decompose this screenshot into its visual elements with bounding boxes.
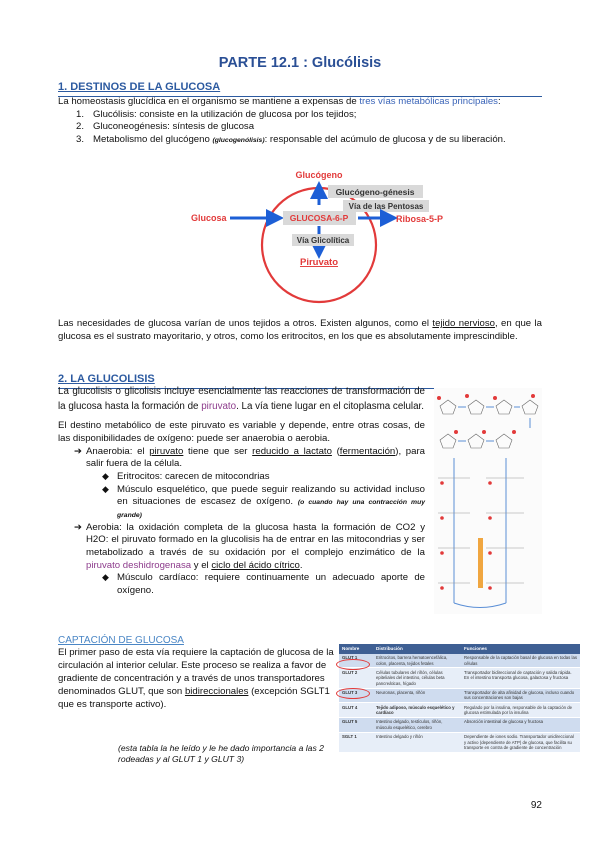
list-item: 1. Glucólisis: consiste en la utilización de glucosa por los tejidos; xyxy=(76,108,357,120)
table-row: GLUT 1 Eritrocitos, barrera hematoencefálica, colon, placenta, tejidos fetales Responsable de la captación basal de glucosa en todas las células xyxy=(339,654,580,668)
table-row: GLUT 5 Intestino delgado, testículos, riñón, músculo esquelético, cerebro Absorción intestinal de glucosa y fructosa xyxy=(339,717,580,732)
via-glicolitica-label: Vía Glicolítica xyxy=(296,236,350,245)
glucogeno-genesis-label: Glucógeno-génesis xyxy=(335,187,415,197)
column-header: Funciones xyxy=(461,644,580,654)
column-header: Nombre xyxy=(339,644,373,654)
musculo-cardiaco-item: ◆ Músculo cardíaco: requiere continuamente un adecuado aporte de oxígeno. xyxy=(102,572,425,596)
table-row: GLUT 4 Tejido adiposo, músculo esquelético y cardíaco Regulado por la insulina, responsable de la captación de glucosa estimulada por la insulina xyxy=(339,703,580,718)
via-pentosas-label: Vía de las Pentosas xyxy=(348,202,424,211)
glucosa-label: Glucosa xyxy=(191,213,227,223)
piruvato-destino: El destino metabólico de este piruvato es variable y depende, entre otras cosas, de las disponibilidades de oxígeno: puede ser anaerobia o aerobia. xyxy=(58,420,425,445)
aerobia-item: ➔ Aerobia: la oxidación completa de la glucosa hasta la formación de CO2 y H2O: el piruvato formado en la glucolisis ha de entrar en las mitocondrias y ser metabolizado a través de su oxidación por el complejo enzimático de la piruvato deshidrogenasa y el ciclo del ácido cítrico. xyxy=(74,521,425,571)
section1-intro-block xyxy=(58,96,548,147)
metabolic-pathways-diagram xyxy=(180,165,480,305)
table-header-row xyxy=(339,644,580,654)
glucogeno-label: Glucógeno xyxy=(295,170,343,180)
destinos-list xyxy=(58,109,548,147)
intro-paragraph: La homeostasis glucídica en el organismo se mantiene a expensas de tres vías metabólicas principales: xyxy=(58,96,501,107)
eritrocitos-item: ◆ Eritrocitos: carecen de mitocondrias xyxy=(102,471,270,482)
glut-table xyxy=(339,644,580,753)
captacion-heading: CAPTACIÓN DE GLUCOSA xyxy=(58,635,184,646)
list-item: 3. Metabolismo del glucógeno (glucogenólisis): responsable del acúmulo de glucosa y de su liberación. xyxy=(76,133,506,145)
column-header: Distribución xyxy=(373,644,461,654)
glucosa6p-label: GLUCOSA-6-P xyxy=(289,213,349,223)
glut2-highlight-oval xyxy=(336,659,370,670)
ribosa5p-label: Ribosa-5-P xyxy=(396,214,444,224)
section-heading-glucolisis: 2. LA GLUCOLISIS xyxy=(58,372,542,389)
tissue-needs-paragraph: Las necesidades de glucosa varían de unos tejidos a otros. Existen algunos, como el tejido nervioso, en que la glucosa es el sustrato mayoritario, y otros, como los eritrocitos, en los que es absolutamente imprescindible. xyxy=(58,318,542,342)
captacion-paragraph: El primer paso de esta vía requiere la captación de glucosa de la circulación al interior celular. Este proceso se realiza a favor de gradiente de concentración y a través de unos transportadores denominados GLUT, que son bidireccionales (excepción SGLT1 que es transporte activo). xyxy=(58,647,334,710)
section-heading-destinos: 1. DESTINOS DE LA GLUCOSA xyxy=(58,80,542,97)
intro-highlight: tres vías metabólicas principales xyxy=(359,96,498,107)
glut-table-wrapper xyxy=(339,644,580,753)
glut4-highlight-oval xyxy=(336,688,370,699)
table-row: GLUT 3 Neuronas, placenta, riñón Transportador de alta afinidad de glucosa, incluso cuando sus concentraciones son bajas xyxy=(339,688,580,703)
list-item: 2. Gluconeogénesis: síntesis de glucosa xyxy=(76,121,255,133)
table-row: GLUT 2 Células tubulares del riñón, células epiteliales del intestino, células beta pancreáticas, hígado Transportador bidireccional de captación y salida rápida. En el intestino transporta glucosa, galactosa y fructosa xyxy=(339,668,580,688)
glycolysis-pathway-figure xyxy=(434,388,542,614)
piruvato-label: Piruvato xyxy=(299,257,339,268)
table-row: SGLT 1 Intestino delgado y riñón Dependiente de iones sodio. Transportador unidireccional y activo (dependiente de ATP) de glucosa, que facilita su transporte en contra de gradiente de concentración xyxy=(339,732,580,752)
handwritten-note: (esta tabla la he leído y le he dado importancia a las 2 rodeadas y al GLUT 1 y GLUT 3) xyxy=(118,743,324,765)
musculo-esqueletico-item: ◆ Músculo esquelético, que puede seguir realizando su actividad incluso en situaciones de escasez de oxígeno. (o cuando hay una contracción muy grande) xyxy=(102,483,425,519)
page-title: PARTE 12.1 : Glucólisis xyxy=(218,55,382,71)
page-number: 92 xyxy=(530,800,542,811)
glucolisis-intro xyxy=(58,385,425,598)
anaerobia-item: ➔ Anaerobia: el piruvato tiene que ser reducido a lactato (fermentación), para salir fuera de la célula. xyxy=(74,445,425,470)
glucolisis-definition: La glucolisis o glicolisis incluye esencialmente las reacciones de transformación de la glucosa hasta la formación de piruvato. La vía tiene lugar en el citoplasma celular. xyxy=(58,386,425,412)
